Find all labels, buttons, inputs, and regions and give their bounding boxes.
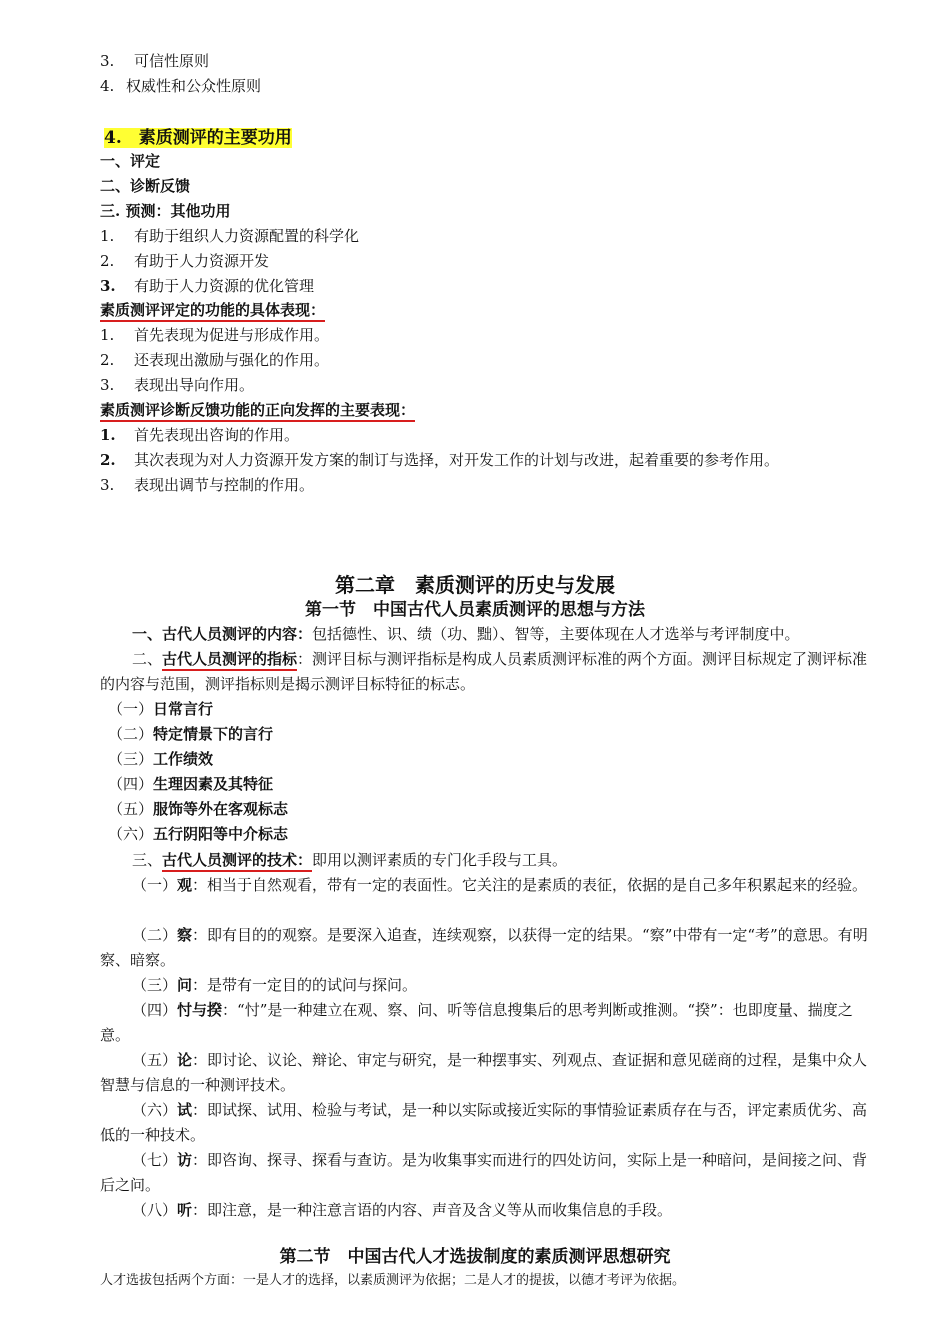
indicator-item — [108, 724, 273, 744]
list-number: 2. — [100, 351, 115, 369]
indicator-item — [108, 699, 213, 719]
list-text: 表现出导向作用。 — [134, 376, 255, 394]
technique-number: （二） — [132, 926, 178, 944]
function-item: 二、诊断反馈 — [100, 177, 191, 195]
list-text: 表现出调节与控制的作用。 — [134, 476, 315, 494]
section-heading — [104, 127, 292, 149]
technique-item — [100, 923, 875, 973]
indicator-text: 生理因素及其特征 — [153, 775, 274, 793]
indicator-number: （二） — [108, 725, 154, 743]
list-text: 有助于人力资源的优化管理 — [134, 277, 315, 295]
indicator-item — [108, 774, 273, 794]
list-item — [100, 276, 314, 296]
indicator-text: 服饰等外在客观标志 — [153, 800, 289, 818]
indicator-text: 工作绩效 — [153, 750, 214, 768]
subsection-title — [100, 400, 415, 420]
list-number: 1. — [100, 426, 116, 444]
list-text: 其次表现为对人力资源开发方案的制订与选择，对开发工作的计划与改进，起着重要的参考作用。 — [134, 451, 780, 469]
list-item — [100, 450, 779, 470]
technique-number: （五） — [132, 1051, 178, 1069]
technique-text: ：是带有一定目的的试问与探问。 — [192, 976, 418, 994]
indicator-item — [108, 799, 288, 819]
technique-number: （八） — [132, 1201, 178, 1219]
paragraph-text: 包括德性、识、绩（功、黜）、智等，主要体现在人才选举与考评制度中。 — [312, 625, 800, 643]
list-number: 3. — [100, 476, 115, 494]
list-item — [100, 76, 261, 96]
technique-term: 访 — [177, 1151, 193, 1169]
section-title: 第一节 中国古代人员素质测评的思想与方法 — [305, 600, 645, 620]
subsection-title — [100, 300, 325, 320]
paragraph-text: 即用以测评素质的专门化手段与工具。 — [312, 851, 568, 869]
technique-item — [100, 998, 875, 1048]
indicator-text: 五行阴阳等中介标志 — [153, 825, 289, 843]
list-text: 可信性原则 — [134, 52, 210, 70]
technique-term: 论 — [177, 1051, 193, 1069]
indicator-number: （四） — [108, 775, 154, 793]
technique-term: 听 — [177, 1201, 193, 1219]
list-number: 3. — [100, 52, 115, 70]
indicator-number: （一） — [108, 700, 154, 718]
paragraph-prefix: 二、 — [132, 650, 163, 668]
technique-item — [100, 1098, 875, 1148]
paragraph-prefix: 三、 — [132, 851, 163, 869]
underlined-title: 素质测评诊断反馈功能的正向发挥的主要表现： — [100, 401, 415, 422]
function-item: 三. 预测：其他功用 — [100, 202, 231, 220]
technique-number: （三） — [132, 976, 178, 994]
technique-text: ：即注意，是一种注意言语的内容、声音及含义等从而收集信息的手段。 — [192, 1201, 673, 1219]
section-title: 第二节 中国古代人才选拔制度的素质测评思想研究 — [279, 1247, 671, 1267]
list-number: 2. — [100, 451, 116, 469]
technique-term: 试 — [177, 1101, 193, 1119]
list-item — [100, 51, 209, 71]
list-text: 首先表现为促进与形成作用。 — [134, 326, 330, 344]
technique-item — [100, 1198, 875, 1223]
list-number: 1. — [100, 326, 115, 344]
technique-number: （四） — [132, 1001, 178, 1019]
list-item — [100, 350, 329, 370]
list-item — [100, 251, 269, 271]
indicator-number: （五） — [108, 800, 154, 818]
technique-text: ：即讨论、议论、辩论、审定与研究，是一种摆事实、列观点、查证据和意见磋商的过程，是集中众人智慧与信息的一种测评技术。 — [100, 1051, 868, 1094]
paragraph — [100, 622, 875, 647]
paragraph-text: ：测评目标与测评指标是构成人员素质测评标准的两个方面。测评目标规定了测评标准的内容与范围，测评指标则是揭示测评目标特征的标志。 — [100, 650, 868, 693]
list-text: 权威性和公众性原则 — [126, 77, 262, 95]
technique-item — [100, 873, 875, 898]
indicator-text: 日常言行 — [153, 700, 214, 718]
indicator-number: （三） — [108, 750, 154, 768]
list-text: 有助于组织人力资源配置的科学化 — [134, 227, 360, 245]
highlighted-heading: 4. 素质测评的主要功用 — [104, 128, 292, 148]
function-item: 一、评定 — [100, 152, 161, 170]
list-number: 3. — [100, 277, 116, 295]
paragraph — [100, 647, 875, 697]
paragraph-label: 古代人员测评的指标 — [162, 650, 297, 671]
technique-text: ：即咨询、探寻、探看与查访。是为收集事实而进行的四处访问，实际上是一种暗问，是间接之问、背后之问。 — [100, 1151, 868, 1194]
technique-item — [100, 1048, 875, 1098]
list-text: 还表现出激励与强化的作用。 — [134, 351, 330, 369]
list-item — [100, 425, 299, 445]
underlined-title: 素质测评评定的功能的具体表现： — [100, 301, 325, 322]
list-number: 4. — [100, 77, 115, 95]
list-number: 3. — [100, 376, 115, 394]
technique-term: 问 — [177, 976, 193, 994]
list-item — [100, 226, 359, 246]
list-text: 有助于人力资源开发 — [134, 252, 270, 270]
technique-number: （六） — [132, 1101, 178, 1119]
indicator-item — [108, 824, 288, 844]
technique-item — [100, 973, 875, 998]
paragraph — [100, 848, 875, 873]
technique-text: ：即试探、试用、检验与考试，是一种以实际或接近实际的事情验证素质存在与否，评定素质优劣、高低的一种技术。 — [100, 1101, 868, 1144]
list-number: 2. — [100, 252, 115, 270]
technique-number: （一） — [132, 876, 178, 894]
technique-text: ：相当于自然观看，带有一定的表面性。它关注的是素质的表征，依据的是自己多年积累起来的经验。 — [192, 876, 868, 894]
technique-text: ：“忖”是一种建立在观、察、问、听等信息搜集后的思考判断或推测。“揆”：也即度量、揣度之意。 — [100, 1001, 853, 1044]
indicator-text: 特定情景下的言行 — [153, 725, 274, 743]
technique-text: ：即有目的的观察。是要深入追查，连续观察，以获得一定的结果。“察”中带有一定“考”的意思。有明察、暗察。 — [100, 926, 868, 969]
list-item — [100, 375, 254, 395]
indicator-item — [108, 749, 213, 769]
technique-term: 观 — [177, 876, 193, 894]
technique-term: 察 — [177, 926, 193, 944]
paragraph-label: 一、古代人员测评的内容： — [132, 625, 313, 643]
list-text: 首先表现出咨询的作用。 — [134, 426, 300, 444]
indicator-number: （六） — [108, 825, 154, 843]
list-item — [100, 325, 329, 345]
technique-number: （七） — [132, 1151, 178, 1169]
paragraph-label: 古代人员测评的技术： — [162, 851, 312, 872]
technique-term: 忖与揆 — [177, 1001, 223, 1019]
chapter-title: 第二章 素质测评的历史与发展 — [335, 573, 615, 597]
technique-item — [100, 1148, 875, 1198]
list-item — [100, 475, 314, 495]
paragraph: 人才选拔包括两个方面：一是人才的选择，以素质测评为依据；二是人才的提拔，以德才考评为依据。 — [100, 1273, 686, 1288]
list-number: 1. — [100, 227, 115, 245]
